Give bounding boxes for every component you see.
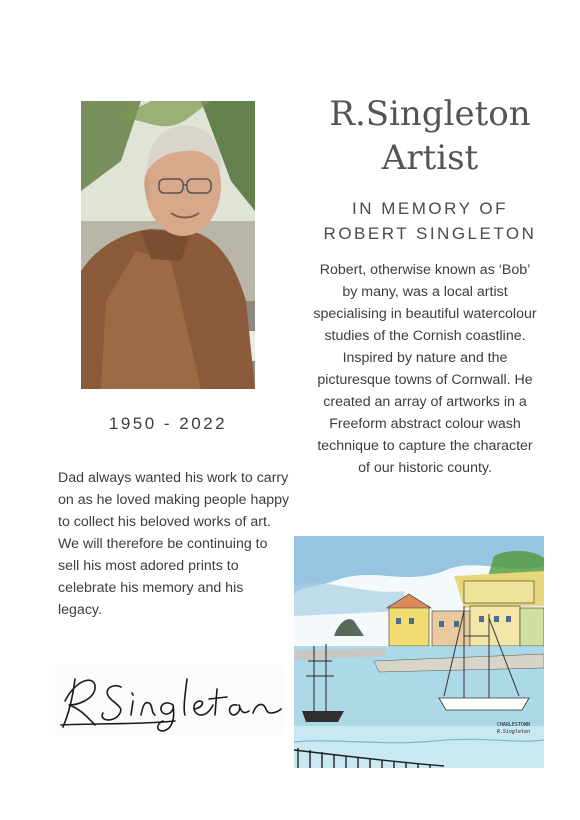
page-title [300,92,560,180]
title-line-1: R.Singleton [329,94,531,134]
life-years: 1950 - 2022 [108,414,228,433]
painting-caption-place: CHARLESTOWN [496,722,530,728]
family-tribute: Dad always wanted his work to carry on as he loved making people happy to collect his beloved works of art. We will therefore be continuing to sell his most adored prints to celebrate his memory and his legacy. [58,470,290,618]
memorial-heading-line-2: ROBERT SINGLETON [323,224,537,243]
memorial-heading [300,196,560,246]
painting-caption [497,722,530,736]
handwritten-signature [55,665,285,735]
artist-bio: Robert, otherwise known as ‘Bob’ by many, was a local artist specialising in beautiful watercolour studies of the Cornish coastline. Inspired by nature and the picturesque towns of Cornwall. He created an array of artworks in a Freeform abstract colour wash technique to capture the character of our historic county. [313,262,537,476]
painting-caption-signature: R.Singleton [496,729,530,735]
charlestown-watercolour-painting [294,536,544,768]
signature-drawing [55,665,285,735]
title-line-2: Artist [381,138,479,178]
portrait-illustration [81,101,255,389]
artist-portrait-photo [81,101,255,389]
memorial-heading-line-1: IN MEMORY OF [352,199,508,218]
